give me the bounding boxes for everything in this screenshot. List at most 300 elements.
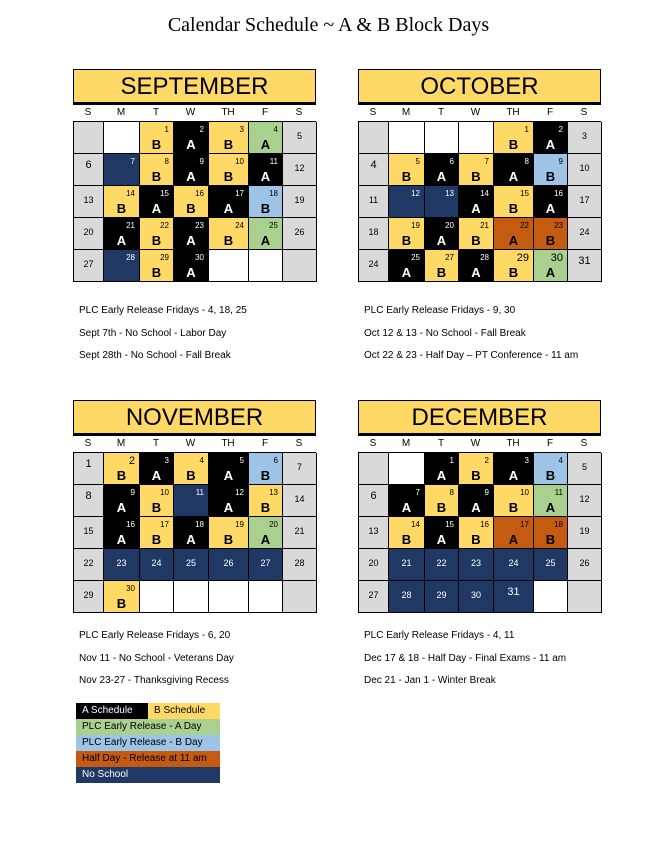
day-number: 21 (401, 558, 412, 568)
note-line: Nov 11 - No School - Veterans Day (79, 652, 234, 664)
day-cell (104, 154, 140, 186)
day-number: 25 (269, 221, 278, 230)
day-cell (425, 122, 459, 154)
day-cell (568, 549, 602, 581)
block-letter: A (545, 500, 556, 515)
day-cell (104, 250, 140, 282)
block-letter: B (223, 137, 234, 152)
day-number: 19 (294, 195, 305, 205)
day-number: 7 (130, 157, 135, 166)
weekday-label: S (84, 438, 92, 449)
day-cell (104, 122, 140, 154)
block-letter: A (260, 169, 271, 184)
day-cell (359, 154, 389, 186)
day-cell (459, 154, 494, 186)
day-cell (425, 218, 459, 250)
day-number: 24 (508, 558, 519, 568)
day-cell (174, 581, 209, 613)
day-number: 6 (273, 456, 278, 465)
weekday-label: S (295, 438, 303, 449)
day-number: 24 (151, 558, 162, 568)
day-number: 6 (85, 159, 92, 171)
weekday-label: T (152, 438, 160, 449)
day-number: 8 (164, 157, 169, 166)
month-title: SEPTEMBER (73, 69, 316, 105)
day-cell (425, 154, 459, 186)
day-cell (74, 250, 104, 282)
weekday-label: S (369, 107, 377, 118)
day-cell (104, 453, 140, 485)
block-letter: A (260, 233, 271, 248)
day-cell (74, 485, 104, 517)
day-number: 15 (520, 189, 529, 198)
block-letter: B (260, 500, 271, 515)
day-cell (140, 453, 174, 485)
day-number: 16 (195, 189, 204, 198)
day-cell (74, 549, 104, 581)
day-number: 4 (370, 159, 377, 171)
block-letter: B (545, 233, 556, 248)
weekday-header (358, 105, 601, 121)
day-cell (359, 485, 389, 517)
day-cell (209, 154, 249, 186)
weekday-label: TH (506, 438, 520, 449)
day-number: 21 (294, 526, 305, 536)
day-cell (209, 218, 249, 250)
day-cell (389, 581, 425, 613)
day-cell (74, 517, 104, 549)
weekday-label: W (185, 107, 196, 118)
day-cell (389, 122, 425, 154)
day-cell (359, 453, 389, 485)
day-number: 11 (195, 488, 204, 497)
block-letter: B (223, 233, 234, 248)
day-cell (74, 122, 104, 154)
day-number: 27 (445, 253, 454, 262)
day-cell (209, 186, 249, 218)
month-title: DECEMBER (358, 400, 601, 436)
day-cell (209, 581, 249, 613)
day-number: 6 (370, 490, 377, 502)
block-letter: B (223, 169, 234, 184)
weekday-label: S (580, 438, 588, 449)
weekday-label: F (261, 107, 269, 118)
weekday-label: TH (221, 107, 235, 118)
legend-swatch: No School (76, 767, 220, 783)
note-line: Sept 7th - No School - Labor Day (79, 327, 227, 339)
day-number: 29 (516, 252, 529, 264)
day-number: 10 (579, 163, 590, 173)
day-cell (174, 517, 209, 549)
block-letter: B (508, 500, 519, 515)
block-letter: B (436, 500, 447, 515)
block-letter: B (401, 169, 412, 184)
day-number: 30 (195, 253, 204, 262)
day-number: 8 (449, 488, 454, 497)
day-cell (174, 122, 209, 154)
day-cell (494, 186, 534, 218)
block-letter: A (471, 500, 481, 515)
day-number: 5 (415, 157, 420, 166)
day-number: 10 (520, 488, 529, 497)
day-cell (494, 453, 534, 485)
day-number: 17 (235, 189, 244, 198)
day-cell (534, 154, 568, 186)
day-number: 12 (411, 189, 420, 198)
day-cell (425, 453, 459, 485)
weekday-label: T (152, 107, 160, 118)
weekday-label: M (401, 107, 411, 118)
block-letter: A (186, 265, 196, 280)
day-cell (568, 517, 602, 549)
day-cell (389, 218, 425, 250)
day-cell (140, 485, 174, 517)
day-cell (283, 549, 317, 581)
legend (76, 703, 220, 783)
day-number: 3 (524, 456, 529, 465)
day-cell (283, 218, 317, 250)
day-number: 7 (415, 488, 420, 497)
day-cell (425, 485, 459, 517)
day-number: 5 (296, 131, 303, 141)
day-cell (249, 154, 283, 186)
day-cell (359, 186, 389, 218)
day-cell (389, 517, 425, 549)
block-letter: A (471, 265, 481, 280)
block-letter: A (186, 233, 196, 248)
weekday-header (73, 436, 316, 452)
day-number: 18 (554, 520, 563, 529)
day-number: 29 (436, 590, 447, 600)
calendar-november (73, 400, 316, 613)
block-letter: A (116, 233, 127, 248)
weekday-label: M (116, 438, 126, 449)
weekday-label: T (437, 438, 445, 449)
day-cell (140, 517, 174, 549)
block-letter: A (436, 233, 447, 248)
day-number: 2 (128, 455, 135, 467)
day-number: 26 (294, 227, 305, 237)
day-cell (425, 581, 459, 613)
note-line: Nov 23-27 - Thanksgiving Recess (79, 675, 229, 686)
day-number: 2 (484, 456, 489, 465)
day-cell (140, 122, 174, 154)
day-cell (74, 453, 104, 485)
block-letter: A (401, 500, 412, 515)
day-cell (568, 218, 602, 250)
block-letter: A (436, 169, 447, 184)
day-cell (283, 453, 317, 485)
day-cell (174, 549, 209, 581)
day-cell (283, 154, 317, 186)
day-cell (359, 250, 389, 282)
day-cell (425, 186, 459, 218)
day-cell (209, 517, 249, 549)
day-number: 14 (294, 494, 305, 504)
day-cell (249, 186, 283, 218)
weekday-label: TH (506, 107, 520, 118)
day-cell (104, 549, 140, 581)
weekday-label: W (470, 438, 481, 449)
day-number: 3 (164, 456, 169, 465)
day-cell (140, 250, 174, 282)
block-letter: B (151, 233, 162, 248)
day-number: 25 (545, 558, 556, 568)
legend-swatch: B Schedule (148, 703, 220, 719)
weekday-label: M (401, 438, 411, 449)
day-number: 22 (160, 221, 169, 230)
day-number: 13 (445, 189, 454, 198)
block-letter: A (223, 500, 234, 515)
block-letter: A (436, 532, 447, 547)
day-cell (140, 218, 174, 250)
notes-october (364, 300, 578, 368)
day-cell (425, 517, 459, 549)
month-title: NOVEMBER (73, 400, 316, 436)
day-cell (459, 549, 494, 581)
day-number: 23 (195, 221, 204, 230)
day-cell (174, 453, 209, 485)
day-cell (209, 549, 249, 581)
day-number: 15 (445, 520, 454, 529)
day-number: 19 (411, 221, 420, 230)
day-cell (140, 549, 174, 581)
day-number: 29 (83, 590, 94, 600)
day-cell (283, 186, 317, 218)
day-number: 30 (550, 252, 563, 264)
day-number: 28 (294, 558, 305, 568)
day-number: 5 (581, 462, 588, 472)
block-letter: A (508, 468, 519, 483)
day-number: 15 (160, 189, 169, 198)
page-title: Calendar Schedule ~ A & B Block Days (167, 14, 490, 36)
note-line: PLC Early Release Fridays - 4, 11 (364, 630, 515, 641)
weekday-label: F (261, 438, 269, 449)
day-cell (459, 517, 494, 549)
day-cell (425, 250, 459, 282)
block-letter: B (471, 233, 481, 248)
day-cell (209, 485, 249, 517)
day-cell (494, 250, 534, 282)
calendar-october (358, 69, 601, 282)
note-line: Dec 21 - Jan 1 - Winter Break (364, 675, 496, 686)
note-line: Oct 22 & 23 - Half Day – PT Conference - 11 am (364, 350, 579, 361)
calendar-grid (73, 121, 316, 282)
day-cell (174, 218, 209, 250)
day-number: 8 (524, 157, 529, 166)
weekday-label: S (295, 107, 303, 118)
legend-row (76, 767, 220, 783)
day-cell (494, 581, 534, 613)
legend-row (76, 735, 220, 751)
day-number: 23 (470, 558, 482, 568)
day-number: 21 (126, 221, 135, 230)
block-letter: B (116, 468, 127, 483)
weekday-label: S (369, 438, 377, 449)
day-number: 1 (449, 456, 454, 465)
block-letter: B (508, 201, 519, 216)
day-number: 9 (199, 157, 204, 166)
note-line: PLC Early Release Fridays - 6, 20 (79, 630, 231, 641)
day-cell (74, 581, 104, 613)
day-cell (249, 453, 283, 485)
block-letter: B (151, 532, 162, 547)
day-number: 11 (554, 488, 563, 497)
day-cell (104, 186, 140, 218)
block-letter: A (151, 468, 162, 483)
block-letter: B (116, 201, 127, 216)
day-number: 1 (85, 458, 92, 470)
day-number: 27 (368, 590, 379, 600)
day-cell (104, 485, 140, 517)
day-number: 22 (83, 558, 94, 568)
block-letter: B (260, 468, 271, 483)
block-letter: A (186, 169, 196, 184)
legend-row (76, 751, 220, 767)
day-number: 9 (130, 488, 135, 497)
day-number: 3 (239, 125, 244, 134)
block-letter: A (186, 532, 196, 547)
day-number: 14 (480, 189, 489, 198)
day-number: 2 (199, 125, 204, 134)
day-cell (568, 154, 602, 186)
day-number: 7 (296, 462, 303, 472)
day-number: 13 (269, 488, 278, 497)
block-letter: A (223, 468, 234, 483)
note-line: PLC Early Release Fridays - 4, 18, 25 (79, 305, 247, 316)
block-letter: B (401, 532, 412, 547)
day-number: 11 (368, 195, 379, 205)
day-cell (534, 186, 568, 218)
calendar-grid (358, 121, 601, 282)
day-number: 13 (368, 526, 379, 536)
calendar-september (73, 69, 316, 282)
day-cell (359, 549, 389, 581)
day-number: 28 (126, 253, 135, 262)
block-letter: B (545, 468, 556, 483)
weekday-label: S (84, 107, 92, 118)
day-cell (359, 581, 389, 613)
block-letter: B (151, 265, 162, 280)
block-letter: A (401, 265, 412, 280)
day-cell (249, 517, 283, 549)
day-cell (74, 218, 104, 250)
day-cell (174, 154, 209, 186)
day-cell (249, 581, 283, 613)
day-number: 14 (126, 189, 135, 198)
day-number: 27 (83, 259, 94, 269)
day-cell (534, 122, 568, 154)
block-letter: A (545, 265, 556, 280)
day-number: 17 (160, 520, 169, 529)
day-number: 16 (126, 520, 135, 529)
day-cell (389, 485, 425, 517)
day-number: 21 (480, 221, 489, 230)
day-number: 3 (581, 131, 588, 141)
day-number: 19 (579, 526, 590, 536)
calendar-december (358, 400, 601, 613)
block-letter: A (116, 500, 127, 515)
day-number: 10 (160, 488, 169, 497)
weekday-label: T (437, 107, 445, 118)
day-cell (174, 250, 209, 282)
day-number: 12 (294, 163, 305, 173)
day-cell (249, 549, 283, 581)
block-letter: A (151, 201, 162, 216)
day-number: 22 (520, 221, 529, 230)
day-number: 12 (579, 494, 590, 504)
day-number: 23 (554, 221, 563, 230)
day-number: 17 (579, 195, 590, 205)
day-number: 13 (83, 195, 94, 205)
day-number: 24 (579, 227, 590, 237)
day-cell (104, 218, 140, 250)
day-number: 6 (449, 157, 454, 166)
weekday-label: W (185, 438, 196, 449)
day-cell (140, 581, 174, 613)
day-cell (283, 485, 317, 517)
legend-swatch: PLC Early Release - B Day (76, 735, 220, 751)
block-letter: B (186, 201, 196, 216)
weekday-label: F (546, 107, 554, 118)
block-letter: A (260, 137, 271, 152)
day-number: 28 (480, 253, 489, 262)
day-cell (534, 250, 568, 282)
day-number: 18 (368, 227, 379, 237)
day-number: 25 (411, 253, 420, 262)
day-number: 17 (520, 520, 529, 529)
day-cell (568, 250, 602, 282)
day-number: 4 (199, 456, 204, 465)
day-number: 24 (235, 221, 244, 230)
note-line: Dec 17 & 18 - Half Day - Final Exams - 11 am (364, 652, 567, 664)
day-cell (389, 154, 425, 186)
notes-december (364, 625, 566, 693)
day-number: 31 (507, 586, 520, 598)
day-cell (249, 485, 283, 517)
day-cell (494, 218, 534, 250)
calendar-grid (358, 452, 601, 613)
block-letter: A (545, 137, 556, 152)
block-letter: B (436, 265, 447, 280)
day-cell (459, 218, 494, 250)
legend-row (76, 703, 220, 719)
block-letter: A (436, 468, 447, 483)
day-cell (534, 485, 568, 517)
day-cell (568, 122, 602, 154)
day-cell (389, 186, 425, 218)
block-letter: A (116, 532, 127, 547)
notes-november (79, 625, 234, 693)
day-number: 28 (401, 590, 412, 600)
day-number: 26 (223, 558, 234, 568)
day-cell (389, 453, 425, 485)
day-number: 1 (524, 125, 529, 134)
day-number: 24 (368, 259, 379, 269)
day-number: 1 (164, 125, 169, 134)
note-line: Oct 12 & 13 - No School - Fall Break (364, 327, 526, 339)
day-cell (534, 453, 568, 485)
block-letter: B (508, 265, 519, 280)
block-letter: A (545, 201, 556, 216)
day-number: 12 (235, 488, 244, 497)
day-number: 30 (470, 590, 482, 600)
day-cell (534, 549, 568, 581)
day-cell (283, 250, 317, 282)
day-number: 20 (368, 558, 379, 568)
day-cell (140, 186, 174, 218)
day-cell (568, 453, 602, 485)
